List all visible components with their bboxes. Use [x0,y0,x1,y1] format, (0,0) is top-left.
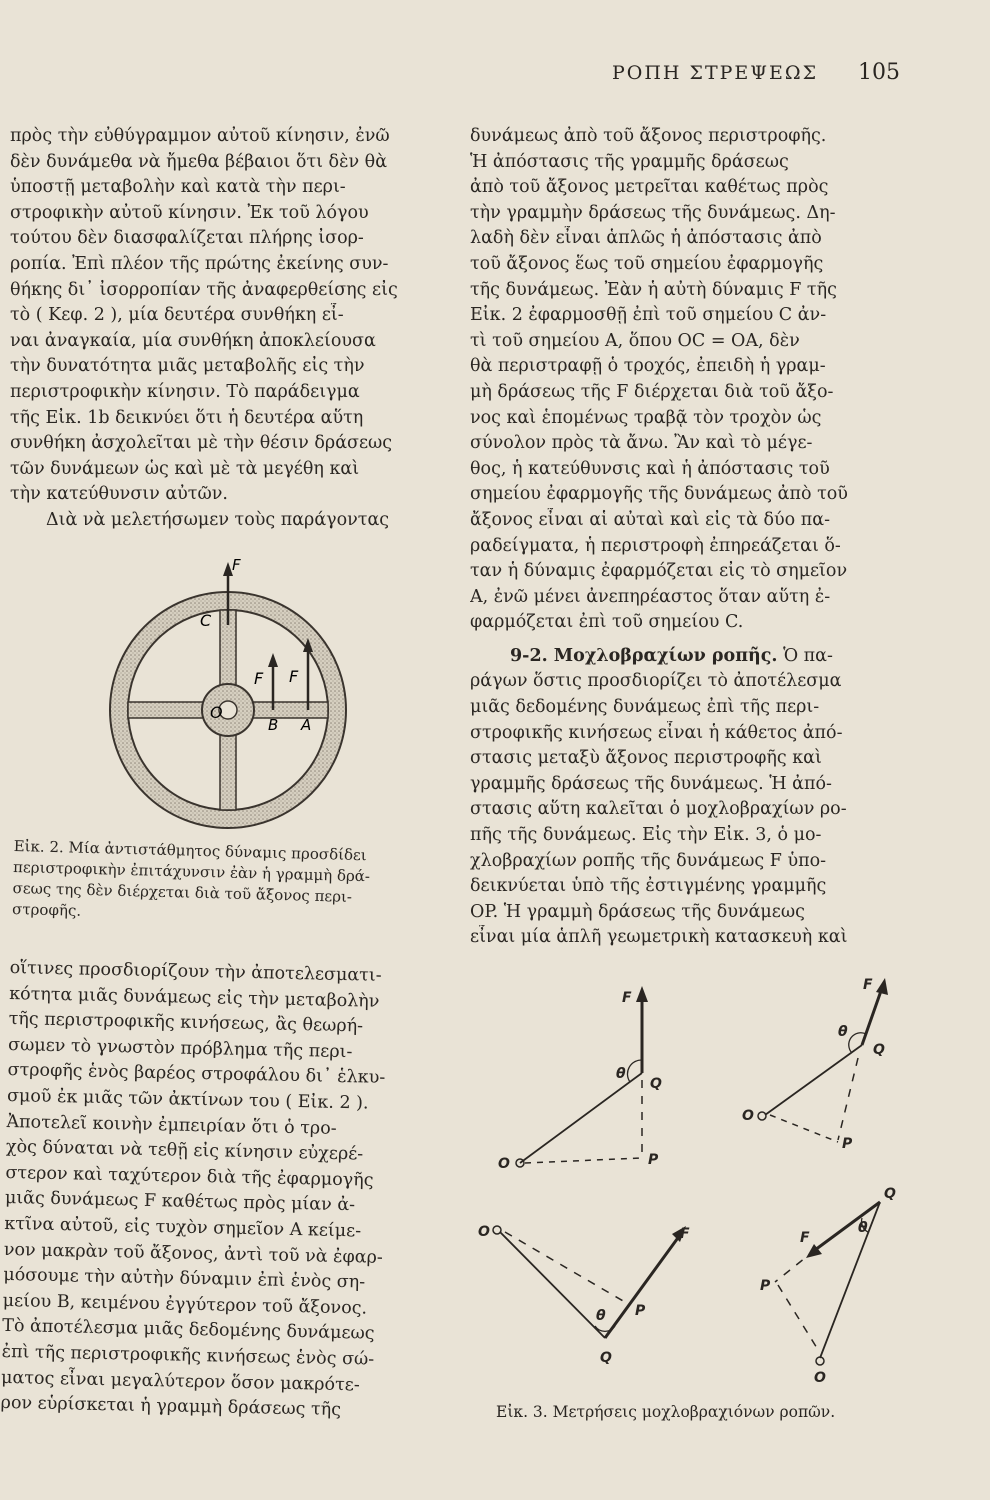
text-line: σωμεν τὸ γνωστὸν πρόβλημα τῆς περι- [7,1034,353,1062]
label-c-q: Q [600,1350,612,1366]
text-line: ροπία. Ἐπὶ πλέον τῆς πρώτης ἐκείνης συν- [10,253,389,274]
text-line: τὴν κατεύθυνσιν αὐτῶν. [10,484,228,505]
diagram-c-radius [500,1232,605,1338]
text-line: θήκης δι᾽ ἰσορροπίαν τῆς ἀναφερθείσης εἰς [10,279,398,300]
text-line: σμοῦ ἐκ μιᾶς τῶν ἀκτίνων του ( Εἰκ. 2 ). [6,1085,369,1114]
label-d-p: P [760,1278,771,1294]
caption-line: σεως της δὲν διέρχεται διὰ τοῦ ἄξονος περι- [12,878,353,906]
label-c-f: F [680,1226,690,1242]
label-f-top: F [232,556,241,574]
text-line: κτῖνα αὐτοῦ, εἰς τυχὸν σημεῖον A κείμε- [4,1213,362,1242]
text-line: ράγων ὅστις προσδιορίζει τὸ ἀποτέλεσμα [470,671,842,692]
text-line: δυνάμεως ἀπὸ τοῦ ἄξονος περιστροφῆς. [470,126,827,146]
label-a-p: P [648,1152,659,1168]
text-line: κότητα μιᾶς δυνάμεως εἰς τὴν μεταβολὴν [9,983,380,1012]
diagram-c-moment-arm [505,1232,630,1305]
text-line: πῆς τῆς δυνάμεως. Εἰς τὴν Εἰκ. 3, ὁ μο- [470,825,822,846]
text-line: ματος εἶναι μεγαλύτερον ὅσον μακρότε- [0,1367,360,1395]
text-line: τῶν δυνάμεων ὡς καὶ μὲ τὰ μεγέθη καὶ [10,458,360,479]
text-line: τούτου δὲν διασφαλίζεται πλήρης ἰσορ- [10,228,364,249]
text-line: ραδείγματα, ἡ περιστροφὴ ἐπηρεάζεται ὅ- [470,535,841,556]
text-line: νον μακρὰν τοῦ ἄξονος, ἀντὶ τοῦ νὰ ἐφαρ- [3,1239,383,1268]
label-a-f: F [622,990,632,1006]
label-a: A [301,716,312,734]
section-heading-rest: Ὁ πα- [777,645,833,666]
text-line: τὶ τοῦ σημείου A, ὅπου OC = OA, δὲν [470,330,800,351]
caption-line: περιστροφικὴν ἐπιτάχυνσιν ἐὰν ἡ γραμμὴ δρά- [12,857,371,886]
left-column-bottom-text [0,956,442,1426]
text-line: ἄξονος εἶναι αἱ αὐταὶ καὶ εἰς τὰ δύο πα- [470,509,830,530]
text-line: στασις μεταξὺ ἄξονος περιστροφῆς καὶ [470,748,822,769]
arrowhead [636,986,648,1002]
section-heading: 9-2. Μοχλοβραχίων ροπῆς. [510,645,778,666]
text-line: μείου B, κειμένου ἐγγύτερον τοῦ ἄξονος. [2,1290,368,1319]
label-d-q: Q [884,1186,896,1202]
text-line: τὴν δυνατότητα μιᾶς μεταβολῆς εἰς τὴν [10,356,365,377]
text-line: στροφῆς ἑνὸς βαρέος στροφάλου δι᾽ ἑλκυ- [7,1060,386,1089]
text-line: εἶναι μία ἁπλῆ γεωμετρικὴ κατασκευὴ καὶ [470,927,848,948]
text-line: ὑποστῇ μεταβολὴν καὶ κατὰ τὴν περι- [10,177,346,198]
text-line: τῆς περιστροφικῆς κινήσεως, ἂς θεωρή- [8,1009,364,1037]
text-line: Εἰκ. 2 ἐφαρμοσθῇ ἐπὶ τοῦ σημείου C ἀν- [470,305,827,326]
text-line: ἐπὶ τῆς περιστροφικῆς κινήσεως ἑνὸς σώ- [1,1341,375,1370]
figure-2-wheel [90,550,460,840]
text-line: τῆς Εἰκ. 1b δεικνύει ὅτι ἡ δευτέρα αὕτη [10,407,364,428]
left-column-text [10,124,442,534]
text-line: οἵτινες προσδιορίζουν τὴν ἀποτελεσματι- [9,957,382,986]
text-line: Ἀποτελεῖ κοινὴν ἐμπειρίαν ὅτι ὁ τρο- [6,1111,337,1139]
figure-2-caption [12,836,444,931]
text-line: A, ἐνῶ μένει ἀνεπηρέαστος ὅταν αὕτη ἐ- [470,586,831,607]
point-marker [493,1226,501,1234]
page-number: 105 [858,60,900,85]
diagram-d-moment-arm [778,1285,820,1353]
caption-line: στροφῆς. [11,899,82,920]
label-o: O [210,703,223,722]
text-line: θὰ περιστραφῇ ὁ τροχός, ἐπειδὴ ἡ γραμ- [470,356,826,377]
text-line: φαρμόζεται ἐπὶ τοῦ σημείου C. [470,612,744,633]
text-line: τοῦ ἄξονος ἕως τοῦ σημείου ἐφαρμογῆς [470,253,824,274]
text-line: ταν ἡ δύναμις ἐφαρμόζεται εἰς τὸ σημεῖον [470,561,848,582]
text-line: Τὸ ἀποτέλεσμα μιᾶς δεδομένης δυνάμεως [2,1316,375,1345]
text-line: γραμμῆς δράσεως τῆς δυνάμεως. Ἡ ἀπό- [470,773,832,794]
diagram-b-action-line [838,1058,858,1140]
label-a-theta: θ [616,1066,626,1082]
text-line: χὸς δύναται νὰ τεθῇ εἰς κίνησιν εὐχερέ- [5,1137,364,1165]
figure-3-moment-arms [470,970,920,1390]
text-line: Ἡ ἀπόστασις τῆς γραμμῆς δράσεως [470,151,789,172]
text-line: περιστροφικὴν κίνησιν. Τὸ παράδειγμα [10,381,360,402]
label-f1: F [254,669,264,688]
label-b-o: O [742,1108,754,1124]
label-d-theta: θ [858,1220,868,1236]
text-line: τὴν γραμμὴν δράσεως τῆς δυνάμεως. Δη- [470,202,836,223]
text-line: θος, ἡ κατεύθυνσις καὶ ἡ ἀπόστασις τοῦ [470,458,830,479]
text-line: στροφικῆς κινήσεως εἶναι ἡ κάθετος ἀπό- [470,722,843,743]
text-line: μιᾶς δεδομένης δυνάμεως ἐπὶ τῆς περι- [470,697,820,718]
label-b-q: Q [873,1042,885,1058]
text-line: λαδὴ δὲν εἶναι ἁπλῶς ἡ ἀπόστασις ἀπὸ [470,228,822,249]
text-line: συνθήκη ἀσχολεῖται μὲ τὴν θέσιν δράσεως [10,433,393,454]
label-a-o: O [498,1156,510,1172]
caption-line: Εἰκ. 2. Μία ἀντιστάθμητος δύναμις προσδίδει [13,836,367,865]
diagram-a-moment-arm [525,1158,642,1163]
text-line: στερον καὶ ταχύτερον διὰ τῆς ἐφαρμογῆς [5,1162,374,1191]
text-line: OP. Ἡ γραμμὴ δράσεως τῆς δυνάμεως [470,901,805,922]
text-line: δεικνύεται ὑπὸ τῆς ἐστιγμένης γραμμῆς [470,876,827,897]
right-column-text [470,124,906,951]
point-marker [816,1357,824,1365]
text-line: ἀπὸ τοῦ ἄξονος μετρεῖται καθέτως πρὸς [470,177,829,198]
text-line: δὲν δυνάμεθα νὰ ἤμεθα βέβαιοι ὅτι δὲν θὰ [10,151,388,172]
label-a-q: Q [650,1076,662,1092]
text-line: μόσουμε τὴν αὐτὴν δύναμιν ἐπὶ ἑνὸς ση- [3,1265,366,1293]
label-b: B [268,716,279,734]
text-line: πρὸς τὴν εὐθύγραμμον αὐτοῦ κίνησιν, ἐνῶ [10,126,390,146]
text-line: τῆς δυνάμεως. Ἐὰν ἡ αὐτὴ δύναμις F τῆς [470,279,837,300]
label-c-o: O [478,1224,490,1240]
diagram-b-moment-arm [770,1115,838,1142]
label-b-f: F [863,977,873,993]
text-line: σημείου ἐφαρμογῆς τῆς δυνάμεως ἀπὸ τοῦ [470,484,848,505]
arrowhead [876,978,888,995]
text-line: στροφικὴν αὐτοῦ κίνησιν. Ἐκ τοῦ λόγου [10,202,369,223]
label-c-p: P [635,1303,646,1319]
diagram-c-force [605,1235,680,1338]
text-line: Διὰ νὰ μελετήσωμεν τοὺς παράγοντας [46,509,390,530]
text-line: ρον εὑρίσκεται ἡ γραμμὴ δράσεως τῆς [0,1392,342,1421]
label-d-f: F [800,1230,810,1246]
label-f2: F [289,667,299,686]
diagram-b-force [862,988,882,1045]
text-line: σύνολον πρὸς τὰ ἄνω. Ἂν καὶ τὸ μέγε- [470,433,813,454]
label-d-o: O [814,1370,826,1386]
label-c-theta: θ [596,1308,606,1324]
text-line: ναι ἀναγκαία, μία συνθήκη ἀποκλείουσα [10,330,376,351]
text-line: νος καὶ ἑπομένως τραβᾷ τὸν τροχὸν ὡς [470,407,822,428]
label-b-theta: θ [838,1024,848,1040]
label-b-p: P [842,1136,853,1152]
section-first-line [470,644,906,670]
text-line: μὴ δράσεως τῆς F διέρχεται διὰ τοῦ ἄξο- [470,381,834,402]
running-header: ΡΟΠΗ ΣΤΡΕΨΕΩΣ [612,62,819,84]
diagram-a-radius [520,1073,642,1163]
point-marker [758,1112,766,1120]
text-line: στασις αὕτη καλεῖται ὁ μοχλοβραχίων ρο- [470,799,847,820]
text-line: χλοβραχίων ροπῆς τῆς δυνάμεως F ὑπο- [470,850,827,871]
label-c: C [200,611,212,630]
text-line: τὸ ( Κεφ. 2 ), μία δευτέρα συνθήκη εἶ- [10,305,344,326]
diagram-b-radius [765,1045,862,1115]
text-line: μιᾶς δυνάμεως F καθέτως πρὸς μίαν ἀ- [4,1188,356,1216]
figure-3-caption: Εἰκ. 3. Μετρήσεις μοχλοβραχιόνων ροπῶν. [496,1403,836,1421]
